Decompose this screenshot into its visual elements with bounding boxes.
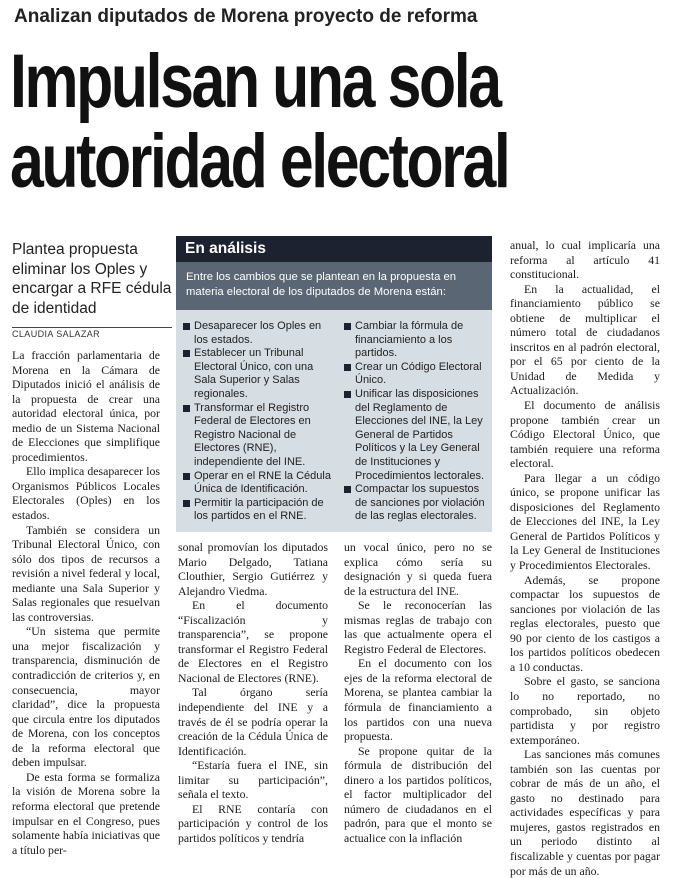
list-item: Crear un Código Electoral Único. [344,361,487,388]
body-column-4 [510,238,660,878]
sidebar-list-right [344,320,487,524]
list-item: Cambiar la fórmula de financiamiento a los partidos. [344,320,487,361]
body-column-2 [178,540,328,845]
article-kicker: Analizan diputados de Morena proyecto de reforma [14,6,478,27]
body-column-1 [12,348,160,857]
article-byline: CLAUDIA SALAZAR [12,327,172,339]
paragraph: En la actualidad, el financiamiento público se obtiene de multiplicar el número total de ciudadanos inscritos en al padrón electoral, por el 65 por ciento de la Unidad de Medida y Actualización. [510,281,660,398]
paragraph: En el documento con los ejes de la reforma electoral de Morena, se plantea cambiar la fórmula de financiamiento a los partidos con una nueva propuesta. [344,656,492,744]
paragraph: Sobre el gasto, se sanciona lo no reportado, no comprobado, sin objeto partidista y por registro extemporáneo. [510,674,660,747]
list-item: Transformar el Registro Federal de Electores en Registro Nacional de Electores (RNE), independiente del INE. [183,402,333,470]
paragraph: El documento de análisis propone también crear un Código Electoral Único, que también requiere una reforma electoral. [510,398,660,471]
paragraph: un vocal único, pero no se explica cómo sería su designación y si queda fuera de la estructura del INE. [344,540,492,598]
paragraph: Para llegar a un código único, se propone unificar las disposiciones del Reglamento de Elecciones del INE, la Ley General de Partidos Políticos y la Ley General de Instituciones y Procedimientos Electorales. [510,470,660,573]
paragraph: Además, se propone compactar los supuestos de sanciones por violación de las reglas electorales, puesto que 90 por ciento de los castigos a los partidos políticos obedecen a 10 conductas. [510,572,660,674]
paragraph: Se propone quitar de la fórmula de distribución del dinero a los partidos políticos, el factor multiplicador del número de ciudadanos en el padrón, para que el monto se actualice con la inflación [344,743,492,845]
list-item: Establecer un Tribunal Electoral Único, con una Sala Superior y Salas regionales. [183,347,333,401]
sidebar-title: En análisis [176,236,492,262]
list-item: Desaparecer los Oples en los estados. [183,320,333,347]
paragraph: También se considera un Tribunal Electoral Único, con sólo dos tipos de recursos a revisión a nivel federal y local, mediante una Sala Superior y Salas regionales que resuelvan las controversias. [12,522,160,624]
headline-line-2: autoridad electoral [10,119,509,204]
paragraph: sonal promovían los diputados Mario Delgado, Tatiana Clouthier, Sergio Gutiérrez y Alejandro Viedma. [178,540,328,598]
article-headline [10,39,538,204]
paragraph: De esta forma se formaliza la visión de Morena sobre la reforma electoral que pretende impulsar en el Congreso, pues solamente había iniciativas que a título per- [12,769,160,857]
paragraph: Ello implica desaparecer los Organismos Públicos Locales Electorales (Oples) en los estados. [12,464,160,523]
analysis-sidebar [176,236,492,532]
paragraph: El RNE contaría con participación y control de los partidos políticos y tendría [178,801,328,845]
paragraph: anual, lo cual implicaría una reforma al artículo 41 constitucional. [510,238,660,282]
paragraph: En el documento “Fiscalización y transparencia”, se propone transformar el Registro Federal de Electores en el Registro Nacional de Electores (RNE). [178,598,328,685]
paragraph: Se le reconocerían las mismas reglas de trabajo con las que actualmente opera el Registro Federal de Electores. [344,598,492,656]
list-item: Permitir la participación de los partidos en el RNE. [183,497,333,524]
paragraph: “Estaría fuera el INE, sin limitar su participación”, señala el texto. [178,758,328,802]
list-item: Unificar las disposiciones del Reglamento de Elecciones del INE, la Ley General de Partidos Políticos y la Ley General de Instituciones y Procedimientos lectorales. [344,388,487,483]
article-deck: Plantea propuesta eliminar los Oples y encargar a RFE cédula de identidad [12,241,172,317]
sidebar-intro: Entre los cambios que se plantean en la propuesta en materia electoral de los diputados de Morena están: [176,262,492,310]
body-column-3 [344,540,492,845]
paragraph: Tal órgano sería independiente del INE y a través de él se podría operar la creación de la Cédula Única de Identificación. [178,685,328,758]
list-item: Operar en el RNE la Cédula Única de Identificación. [183,470,333,497]
sidebar-list-left [183,320,333,524]
headline-line-1: Impulsan una sola [10,39,500,124]
list-item: Compactar los supuestos de sanciones por violación de las reglas electorales. [344,483,487,524]
paragraph: Las sanciones más comunes también son las cuentas por cobrar de más de un año, el gasto no destinado para actividades específicas y para mujeres, gastos registrados en un periodo distinto al fiscalizable y cuentas por pagar por más de un año. [510,747,660,878]
paragraph: La fracción parlamentaria de Morena en la Cámara de Diputados inició el análisis de la propuesta de crear una autoridad electoral única, por medio de un Sistema Nacional de Elecciones que simplifique procedimientos. [12,348,160,464]
paragraph: “Un sistema que permite una mejor fiscalización y transparencia, disminución de contradicción de criterios y, en consecuencia, mayor claridad”, dice la propuesta que circula entre los diputados de Morena, con los conceptos de la reforma electoral que deben impulsar. [12,624,160,770]
